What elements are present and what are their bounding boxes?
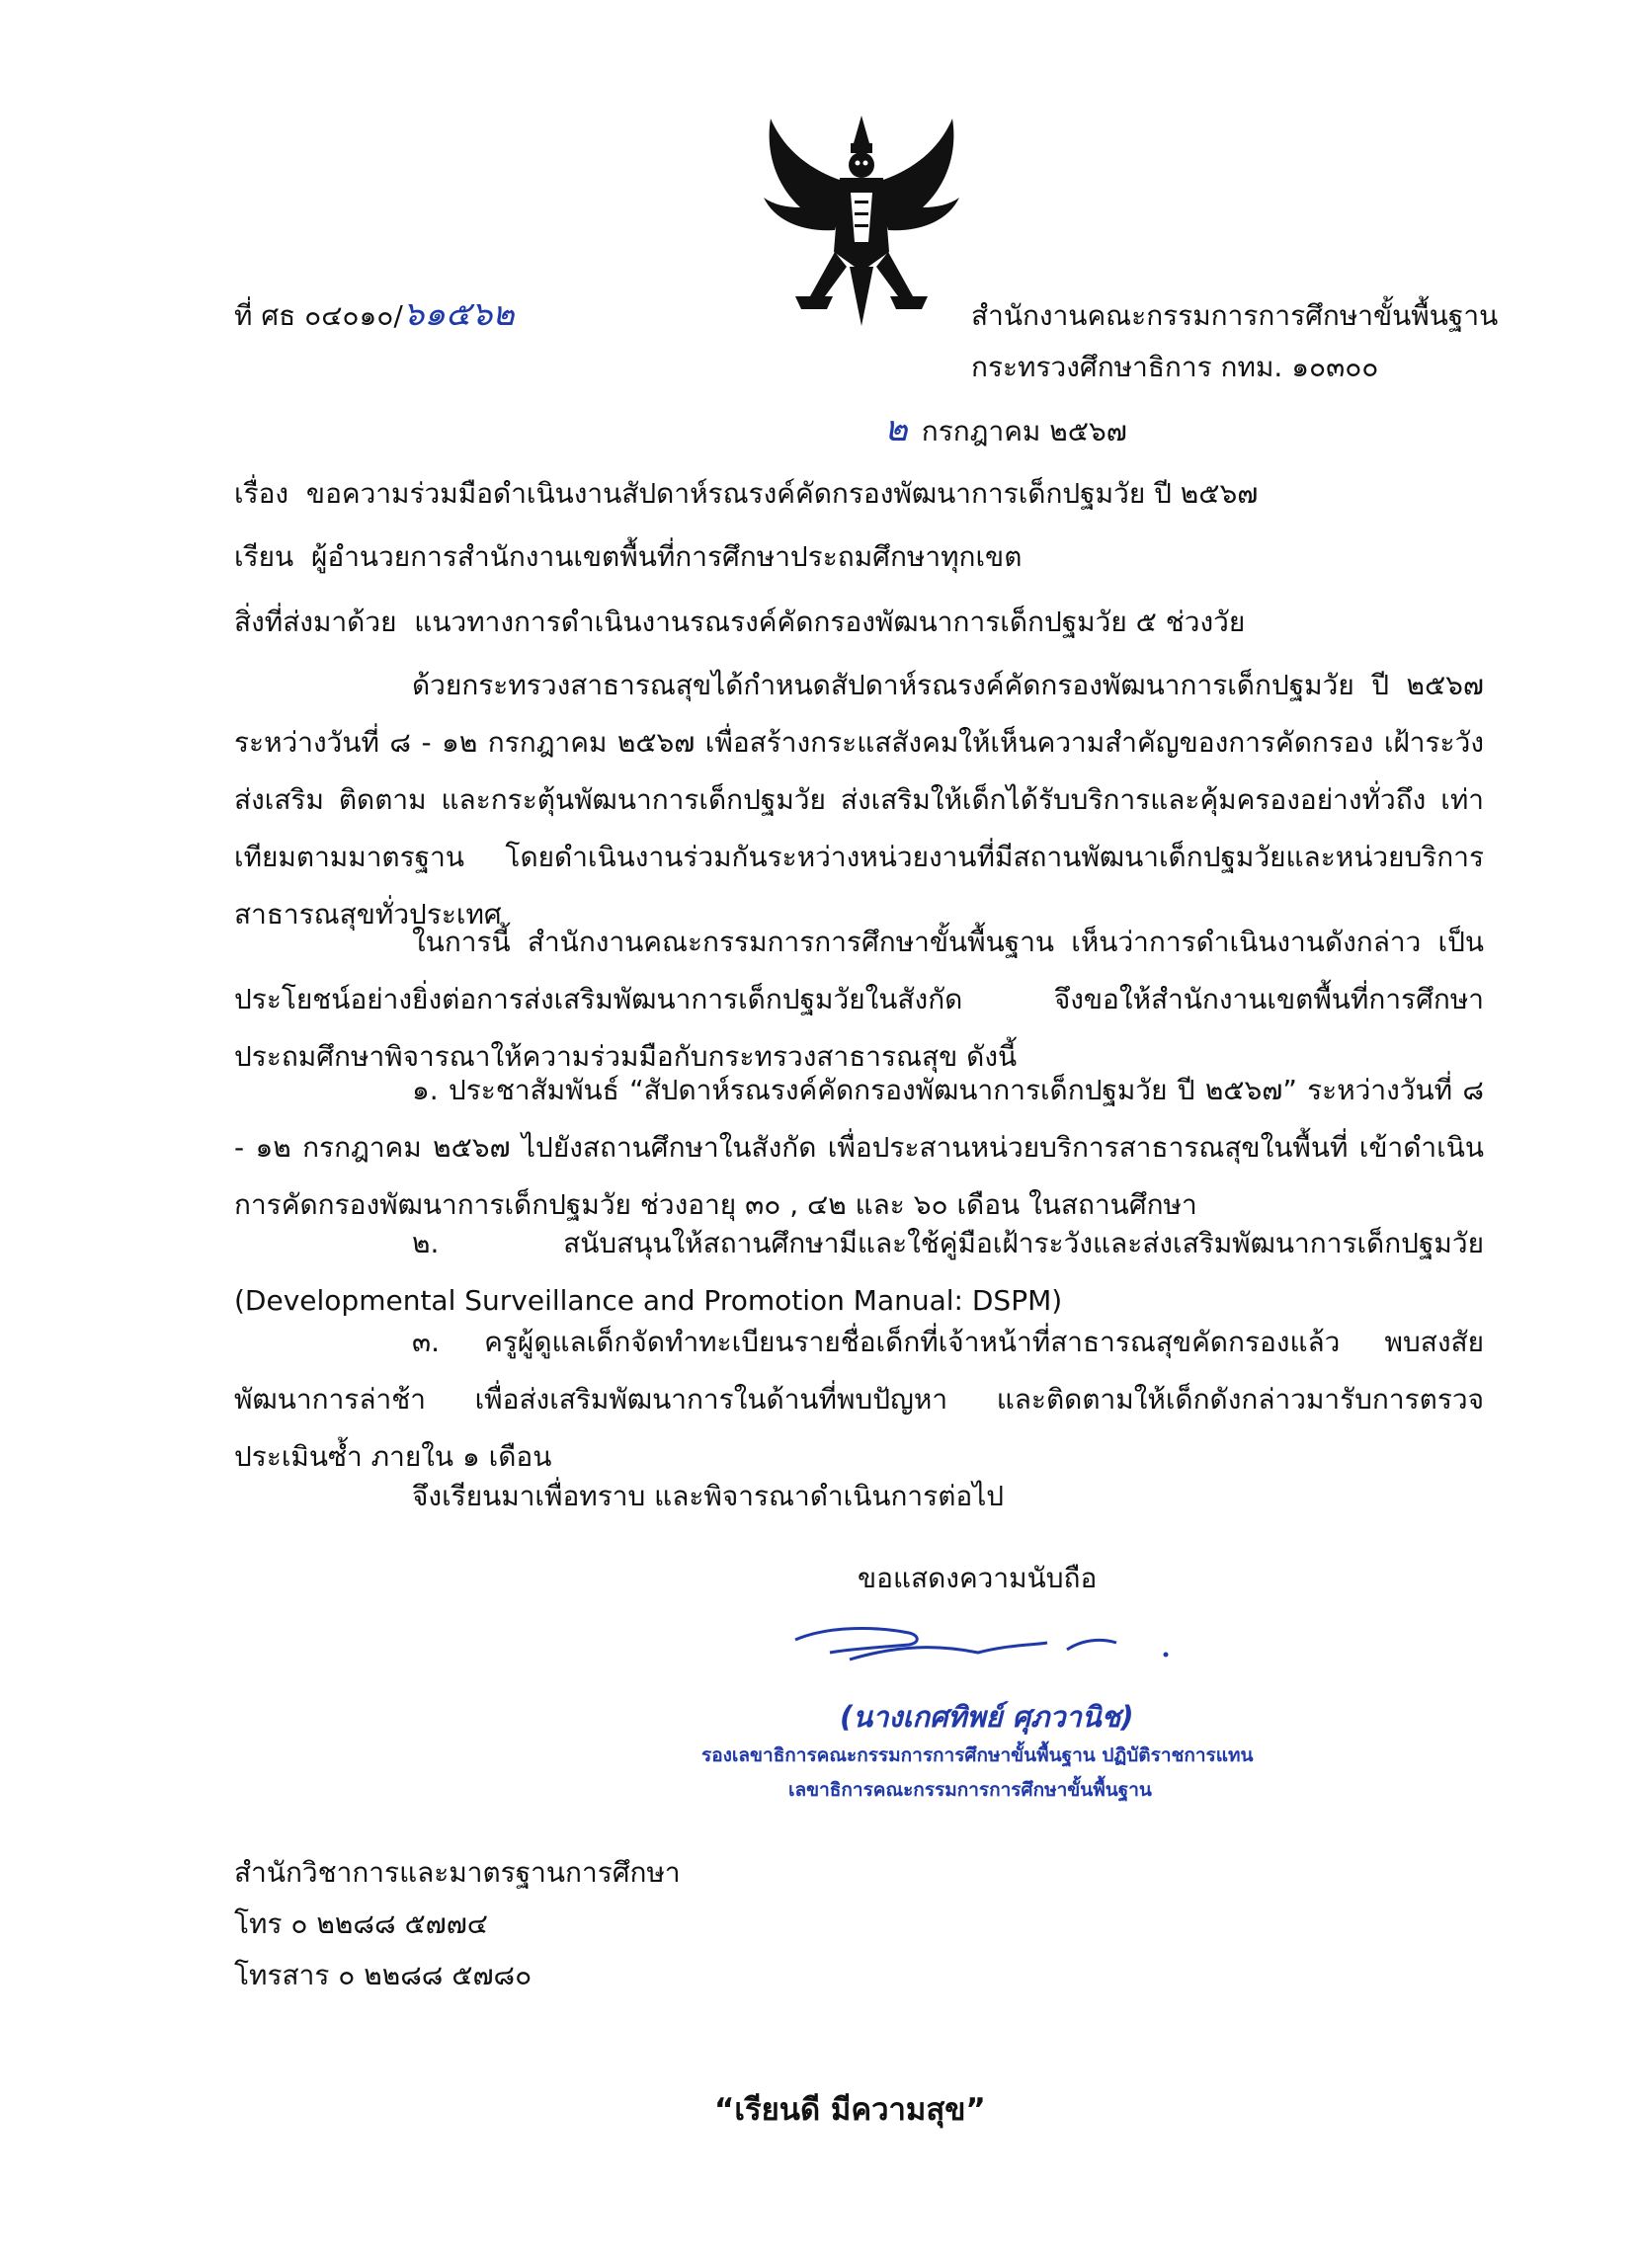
signatory-title-2: เลขาธิการคณะกรรมการการศึกษาขั้นพื้นฐาน — [788, 1779, 1152, 1801]
to-text: ผู้อำนวยการสำนักงานเขตพื้นที่การศึกษาประถมศึกษาทุกเขต — [310, 540, 1023, 573]
contact-tel: โทร ๐ ๒๒๘๘ ๕๗๗๔ — [234, 1907, 488, 1940]
to-line — [234, 537, 1022, 577]
subject-line — [234, 474, 1258, 514]
subject-text: ขอความร่วมมือดำเนินงานสัปดาห์รณรงค์คัดกรองพัฒนาการเด็กปฐมวัย ปี ๒๕๖๗ — [305, 477, 1259, 510]
sender-line-1: สำนักงานคณะกรรมการการศึกษาขั้นพื้นฐาน — [971, 299, 1499, 332]
list-item-1-text: ๑. ประชาสัมพันธ์ “สัปดาห์รณรงค์คัดกรองพัฒนาการเด็กปฐมวัย ปี ๒๕๖๗” ระหว่างวันที่ ๘ - ๑๒ กรกฎาคม ๒๕๖๗ ไปยังสถานศึกษาในสังกัด เพื่อประสานหน่วยบริการสาธารณสุขในพื้นที่ เข้าดำเนินการคัดกรองพัฒนาการเด็กปฐมวัย ช่วงอายุ ๓๐ , ๔๒ และ ๖๐ เดือน ในสถานศึกษา — [234, 1074, 1484, 1221]
closing-line: จึงเรียนมาเพื่อทราบ และพิจารณาดำเนินการต่อไป — [412, 1480, 1005, 1512]
date-month-year: กรกฎาคม ๒๕๖๗ — [921, 415, 1127, 447]
body-paragraph-2 — [234, 914, 1484, 1086]
date-day-handwritten: ๒ — [884, 409, 908, 449]
regards: ขอแสดงความนับถือ — [858, 1562, 1098, 1594]
attachment-line — [234, 603, 1245, 642]
signatory-name: (นางเกศทิพย์ ศุภวานิช) — [840, 1700, 1134, 1734]
sender-line-2: กระทรวงศึกษาธิการ กทม. ๑๐๓๐๐ — [971, 351, 1379, 383]
to-label: เรียน — [234, 540, 294, 573]
motto: “เรียนดี มีความสุข” — [714, 2092, 986, 2128]
list-item-3 — [234, 1314, 1484, 1486]
doc-number — [234, 294, 515, 336]
attachment-label: สิ่งที่ส่งมาด้วย — [234, 606, 397, 638]
list-item-3-text: ๓. ครูผู้ดูแลเด็กจัดทำทะเบียนรายชื่อเด็กที่เจ้าหน้าที่สาธารณสุขคัดกรองแล้ว พบสงสัย พัฒนาการล่าช้า เพื่อส่งเสริมพัฒนาการในด้านที่พบปัญหา และติดตามให้เด็กดังกล่าวมารับการตรวจประเมินซ้ำ ภายใน ๑ เดือน — [234, 1326, 1484, 1473]
contact-office: สำนักวิชาการและมาตรฐานการศึกษา — [234, 1856, 681, 1889]
body-paragraph-1-text: ด้วยกระทรวงสาธารณสุขได้กำหนดสัปดาห์รณรงค์คัดกรองพัฒนาการเด็กปฐมวัย ปี ๒๕๖๗ ระหว่างวันที่ ๘ - ๑๒ กรกฎาคม ๒๕๖๗ เพื่อสร้างกระแสสังคมให้เห็นความสำคัญของการคัดกรอง เฝ้าระวัง ส่งเสริม ติดตาม และกระตุ้นพัฒนาการเด็กปฐมวัย ส่งเสริมให้เด็กได้รับบริการและคุ้มครองอย่างทั่วถึง เท่าเทียมตามมาตรฐาน โดยดำเนินงานร่วมกันระหว่างหน่วยงานที่มีสถานพัฒนาเด็กปฐมวัยและหน่วยบริการ สาธารณสุขทั่วประเทศ — [234, 669, 1484, 931]
garuda-emblem — [756, 114, 968, 331]
contact-fax: โทรสาร ๐ ๒๒๘๘ ๕๗๘๐ — [234, 1959, 533, 1991]
attachment-text: แนวทางการดำเนินงานรณรงค์คัดกรองพัฒนาการเด็กปฐมวัย ๕ ช่วงวัย — [414, 606, 1246, 638]
body-paragraph-2-text: ในการนี้ สำนักงานคณะกรรมการการศึกษาขั้นพื้นฐาน เห็นว่าการดำเนินงานดังกล่าว เป็นประโยชน์อย่างยิ่งต่อการส่งเสริมพัฒนาการเด็กปฐมวัยในสังกัด จึงขอให้สำนักงานเขตพื้นที่การศึกษา ประถมศึกษาพิจารณาให้ความร่วมมือกับกระทรวงสาธารณสุข ดังนี้ — [234, 926, 1484, 1073]
doc-number-handwritten: ๖๑๕๖๒ — [402, 294, 515, 334]
doc-number-prefix: ที่ ศธ ๐๔๐๑๐/ — [234, 299, 403, 332]
list-item-2-text: ๒. สนับสนุนให้สถานศึกษามีและใช้คู่มือเฝ้าระวังและส่งเสริมพัฒนาการเด็กปฐมวัย (Developmental Surveillance and Promotion Manual: DSPM) — [234, 1227, 1484, 1317]
subject-label: เรื่อง — [234, 477, 289, 510]
handwritten-signature — [790, 1615, 1186, 1684]
list-item-1 — [234, 1062, 1484, 1234]
list-item-2 — [234, 1215, 1484, 1330]
body-paragraph-1 — [234, 657, 1484, 943]
signatory-title-1: รองเลขาธิการคณะกรรมการการศึกษาขั้นพื้นฐาน ปฏิบัติราชการแทน — [701, 1744, 1254, 1766]
date — [884, 410, 1127, 451]
